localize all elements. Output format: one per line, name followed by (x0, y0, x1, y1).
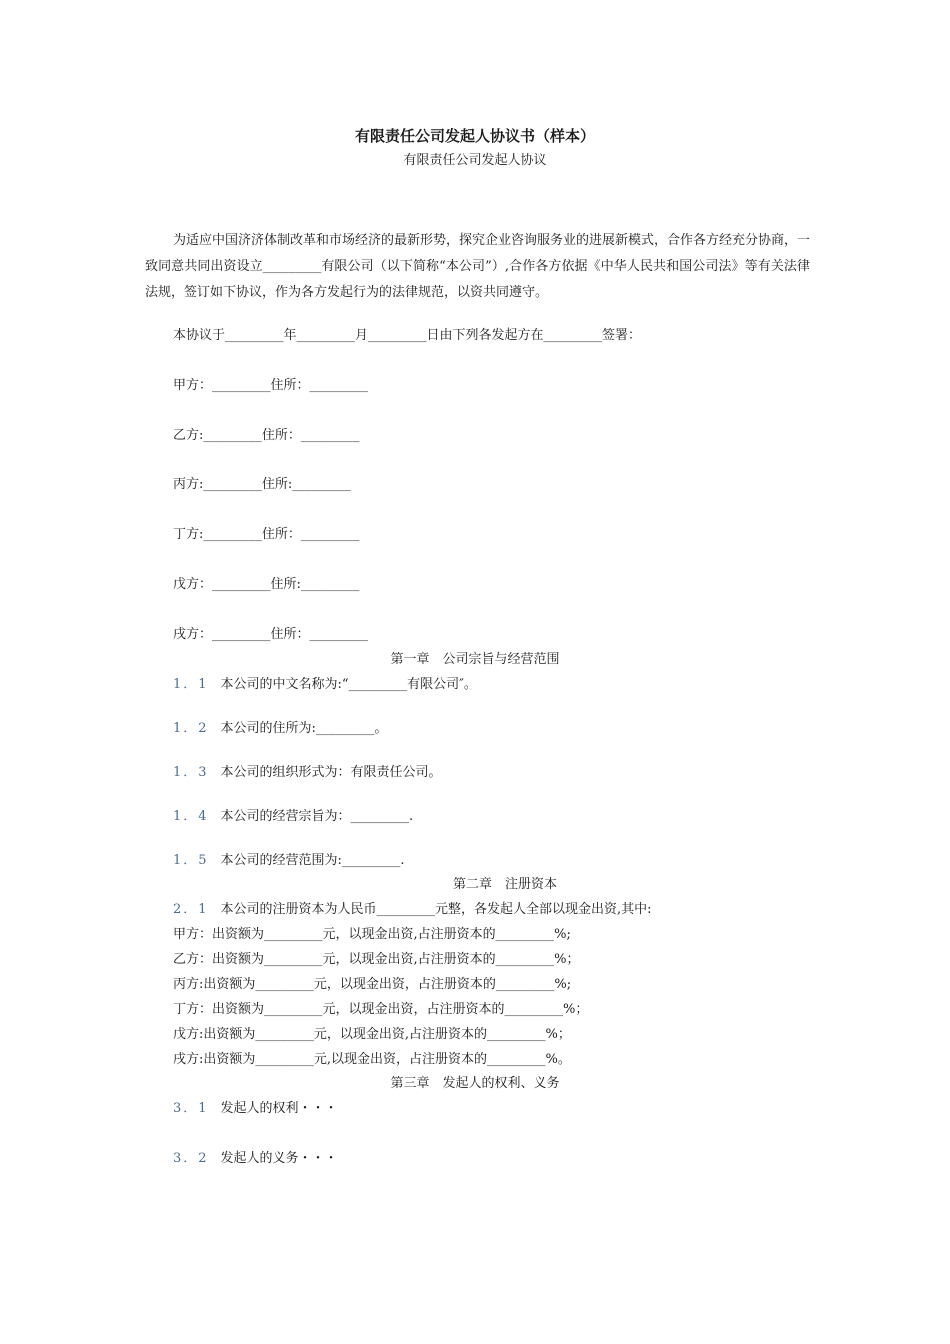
clause-number: 1．3 (173, 765, 209, 780)
clause-1-5 (173, 853, 405, 869)
clause-number: 3．2 (173, 1151, 209, 1166)
clause-number: 3．1 (173, 1101, 209, 1116)
party-b-line: 乙方:_________住所：_________ (173, 428, 360, 443)
clause-number: 1．1 (173, 677, 209, 692)
clause-1-1 (173, 677, 477, 693)
contribution-a: 甲方：出资额为_________元，以现金出资,占注册资本的_________%; (173, 927, 571, 942)
party-c-line: 丙方:_________住所:_________ (173, 477, 351, 492)
party-f-line: 戌方：_________住所：_________ (173, 627, 369, 642)
contribution-f: 戌方:出资额为_________元,以现金出资，占注册资本的_________%。 (173, 1052, 571, 1067)
contribution-b: 乙方：出资额为_________元，以现金出资,占注册资本的_________%； (173, 952, 580, 967)
clause-number: 2．1 (173, 902, 209, 917)
party-e-line: 戊方：_________住所:_________ (173, 577, 360, 592)
chapter1-title: 第一章 公司宗旨与经营范围 (390, 652, 560, 667)
clause-1-2 (173, 721, 387, 737)
chapter3-title: 第三章 发起人的权利、义务 (390, 1076, 560, 1091)
party-a-line: 甲方：_________住所：_________ (173, 378, 369, 393)
document-subtitle: 有限责任公司发起人协议 (403, 153, 547, 168)
clause-1-3 (173, 765, 442, 781)
clause-text: 发起人的权利・・・ (220, 1101, 338, 1116)
clause-text: 本公司的经营范围为:_________. (220, 853, 405, 868)
clause-2-1 (173, 902, 652, 918)
contribution-e: 戊方:出资额为_________元，以现金出资,占注册资本的_________%； (173, 1027, 571, 1042)
contribution-d: 丁方：出资额为_________元，以现金出资，占注册资本的_________%； (173, 1002, 589, 1017)
clause-number: 1．5 (173, 853, 209, 868)
clause-3-1 (173, 1101, 338, 1117)
signing-line: 本协议于_________年_________月_________日由下列各发起方在_________签署： (173, 328, 642, 343)
clause-number: 1．2 (173, 721, 209, 736)
clause-text: 本公司的住所为:_________。 (220, 721, 388, 736)
clause-3-2 (173, 1151, 338, 1167)
party-d-line: 丁方:_________住所：_________ (173, 527, 360, 542)
clause-text: 本公司的中文名称为:“_________有限公司″。 (220, 677, 477, 692)
document-title: 有限责任公司发起人协议书（样本） (354, 127, 595, 145)
intro-paragraph: 为适应中国济济体制改革和市场经济的最新形势，探究企业咨询服务业的进展新模式，合作各方经充分协商，一致同意共同出资设立_________有限公司（以下简称“本公司”）,合作各方依据《中华人民共和国公司法》等有关法律法规，签订如下协议，作为各方发起行为的法律规范，以资共同遵守。 (145, 233, 811, 300)
clause-number: 1．4 (173, 809, 209, 824)
clause-1-4 (173, 809, 413, 825)
clause-text: 本公司的注册资本为人民币_________元整，各发起人全部以现金出资,其中: (220, 902, 652, 917)
clause-text: 本公司的经营宗旨为：_________. (220, 809, 414, 824)
clause-text: 本公司的组织形式为：有限责任公司。 (220, 765, 442, 780)
chapter2-title: 第二章 注册资本 (452, 877, 557, 892)
clause-text: 发起人的义务・・・ (220, 1151, 338, 1166)
contribution-c: 丙方:出资额为_________元，以现金出资，占注册资本的_________%; (173, 977, 572, 992)
